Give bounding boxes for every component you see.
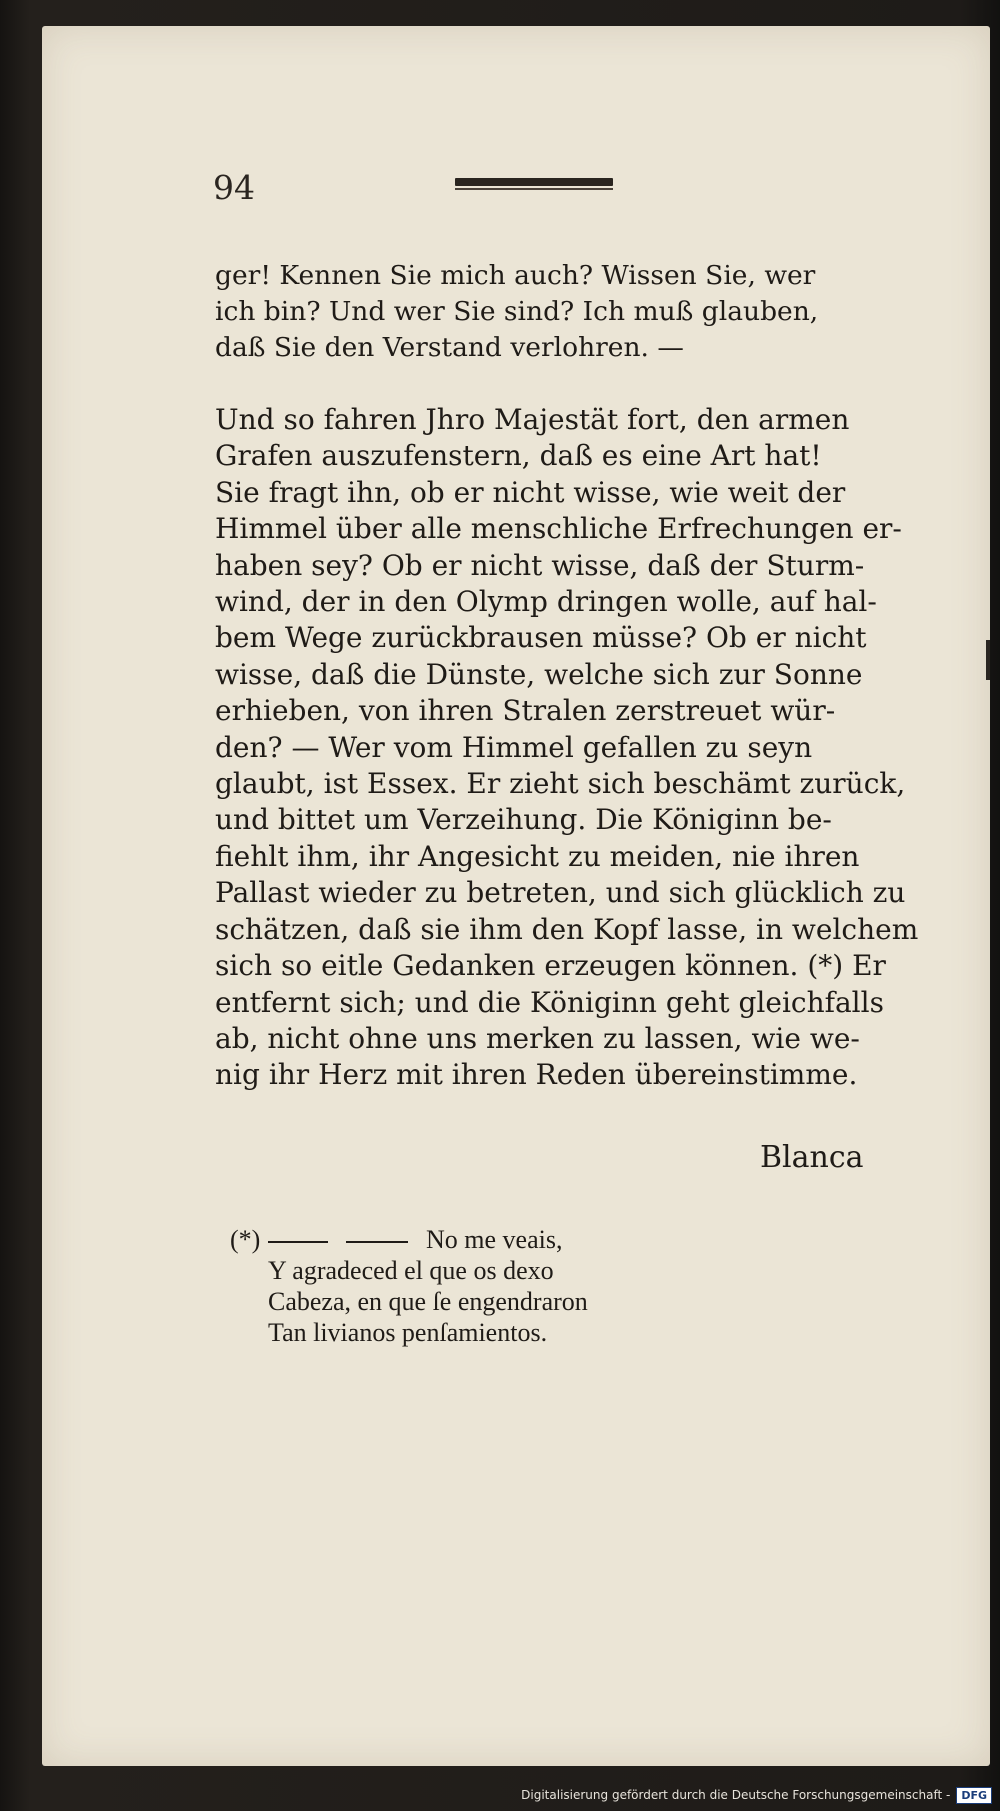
text-line: Und so fahren Jhro Majestät fort, den armen xyxy=(215,403,850,436)
text-line: Grafen auszufenstern, daß es eine Art hat! xyxy=(215,439,822,473)
text-line: den? — Wer vom Himmel gefallen zu seyn xyxy=(215,730,813,764)
catchword: Blanca xyxy=(760,1140,864,1175)
text-line: glaubt, ist Essex. Er zieht sich beschämt zurück, xyxy=(215,767,906,801)
text-line: Sie fragt ihn, ob er nicht wisse, wie weit der xyxy=(215,475,846,509)
text-line: daß Sie den Verstand verlohren. — xyxy=(215,332,684,364)
text-line: haben sey? Ob er nicht wisse, daß der Sturm- xyxy=(215,548,865,582)
text-line: wind, der in den Olymp dringen wolle, auf hal- xyxy=(215,585,877,619)
text-line: fiehlt ihm, ihr Angesicht zu meiden, nie ihren xyxy=(215,839,860,873)
dash-rule xyxy=(268,1241,328,1243)
text-line: und bittet um Verzeihung. Die Königinn be- xyxy=(215,803,832,837)
text-line: wisse, daß die Dünste, welche sich zur Sonne xyxy=(215,657,863,691)
paragraph-2 xyxy=(215,402,919,1094)
footnote-line: Tan livianos penſamientos. xyxy=(268,1318,548,1347)
page-number: 94 xyxy=(213,168,255,207)
footnote-marker: (*) xyxy=(230,1225,261,1254)
footnote-line-text: No me veais, xyxy=(426,1225,563,1254)
text-line: entfernt sich; und die Königinn geht gleichfalls xyxy=(215,985,884,1019)
footnote-line: Y agradeced el que os dexo xyxy=(268,1256,554,1285)
footnote-line xyxy=(268,1224,748,1255)
digitization-credit xyxy=(521,1785,992,1805)
text-line: bem Wege zurückbrausen müsse? Ob er nicht xyxy=(215,621,867,655)
text-line: ab, nicht ohne uns merken zu lassen, wie we- xyxy=(215,1021,860,1055)
text-line: nig ihr Herz mit ihren Reden übereinstimme. xyxy=(215,1058,858,1092)
credit-text: Digitalisierung gefördert durch die Deutsche Forschungsgemeinschaft - xyxy=(521,1788,951,1802)
paragraph-1 xyxy=(215,258,855,367)
footnote xyxy=(230,1224,748,1348)
page-edge-mark xyxy=(986,640,990,680)
text-line: ich bin? Und wer Sie sind? Ich muß glauben, xyxy=(215,296,819,328)
text-line: schätzen, daß sie ihm den Kopf lasse, in welchem xyxy=(215,912,919,946)
text-line: Himmel über alle menschliche Erfrechungen er- xyxy=(215,512,902,546)
footnote-line: Cabeza, en que ſe engendraron xyxy=(268,1287,588,1316)
text-line: Pallast wieder zu betreten, und sich glücklich zu xyxy=(215,876,906,910)
dash-rule xyxy=(346,1241,408,1243)
dfg-logo: DFG xyxy=(956,1787,992,1804)
text-line: ger! Kennen Sie mich auch? Wissen Sie, wer xyxy=(215,260,816,291)
header-ornament-rule xyxy=(455,178,613,186)
text-line: erhieben, von ihren Stralen zerstreuet wür- xyxy=(215,694,836,728)
text-line: sich so eitle Gedanken erzeugen können. (*) Er xyxy=(215,949,886,983)
